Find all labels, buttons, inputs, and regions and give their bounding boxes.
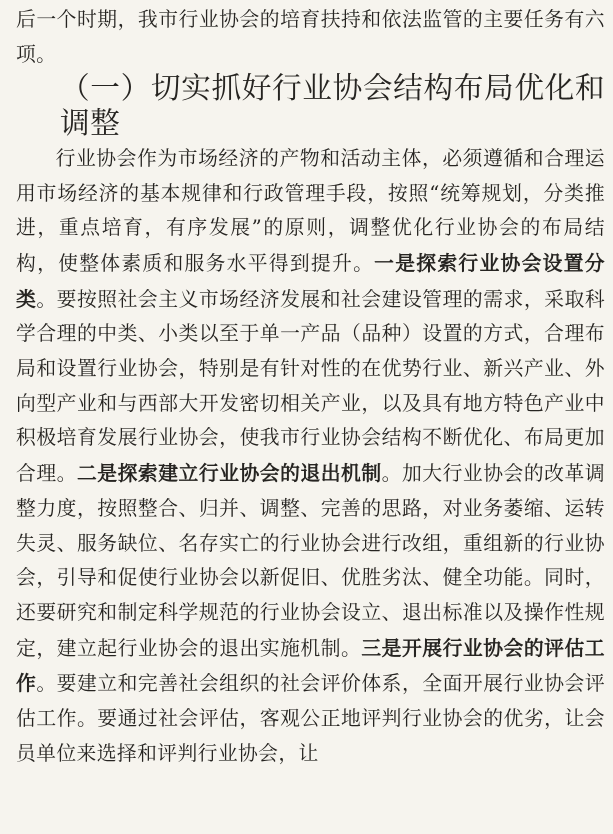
body-text-part3: 。加大行业协会的改革调整力度，按照整合、归并、调整、完善的思路，对业务萎缩、运转失灵、服务缺位、名存实亡的行业协会进行改组，重组新的行业协会，引导和促使行业协会以新促旧、优胜劣汰、健全功能。同时，还要研究和制定科学规范的行业协会设立、退出标准以及操作性规定，建立起行业协会的退出实施机制。 xyxy=(16,462,605,660)
body-paragraph xyxy=(16,142,605,772)
section-heading: （一）切实抓好行业协会结构布局优化和调整 xyxy=(60,71,605,142)
body-text-part1: 行业协会作为市场经济的产物和活动主体，必须遵循和合理运用市场经济的基本规律和行政管理手段，按照“统筹规划，分类推进，重点培育，有序发展”的原则，调整优化行业协会的布局结构，使整体素质和服务水平得到提升。 xyxy=(16,146,605,275)
highlight-2: 二是探索建立行业协会的退出机制 xyxy=(76,461,382,486)
body-text-part4: 。要建立和完善社会组织的社会评价体系，全面开展行业协会评估工作。要通过社会评估，客观公正地评判行业协会的优劣，让会员单位来选择和评判行业协会，让 xyxy=(16,672,606,765)
body-text-part2: 。要按照社会主义市场经济发展和社会建设管理的需求，采取科学合理的中类、小类以至于单一产品（品种）设置的方式，合理布局和设置行业协会，特别是有针对性的在优势行业、新兴产业、外向型产业和与西部大开发密切相关产业，以及具有地方特色产业中积极培育发展行业协会，使我市行业协会结构不断优化、布局更加合理。 xyxy=(16,287,606,486)
highlight-1: 一是探索行业协会设置分类 xyxy=(16,250,605,311)
highlight-3: 三是开展行业协会的评估工作 xyxy=(16,635,605,696)
intro-paragraph: 后一个时期，我市行业协会的培育扶持和依法监管的主要任务有六项。 xyxy=(16,8,605,66)
